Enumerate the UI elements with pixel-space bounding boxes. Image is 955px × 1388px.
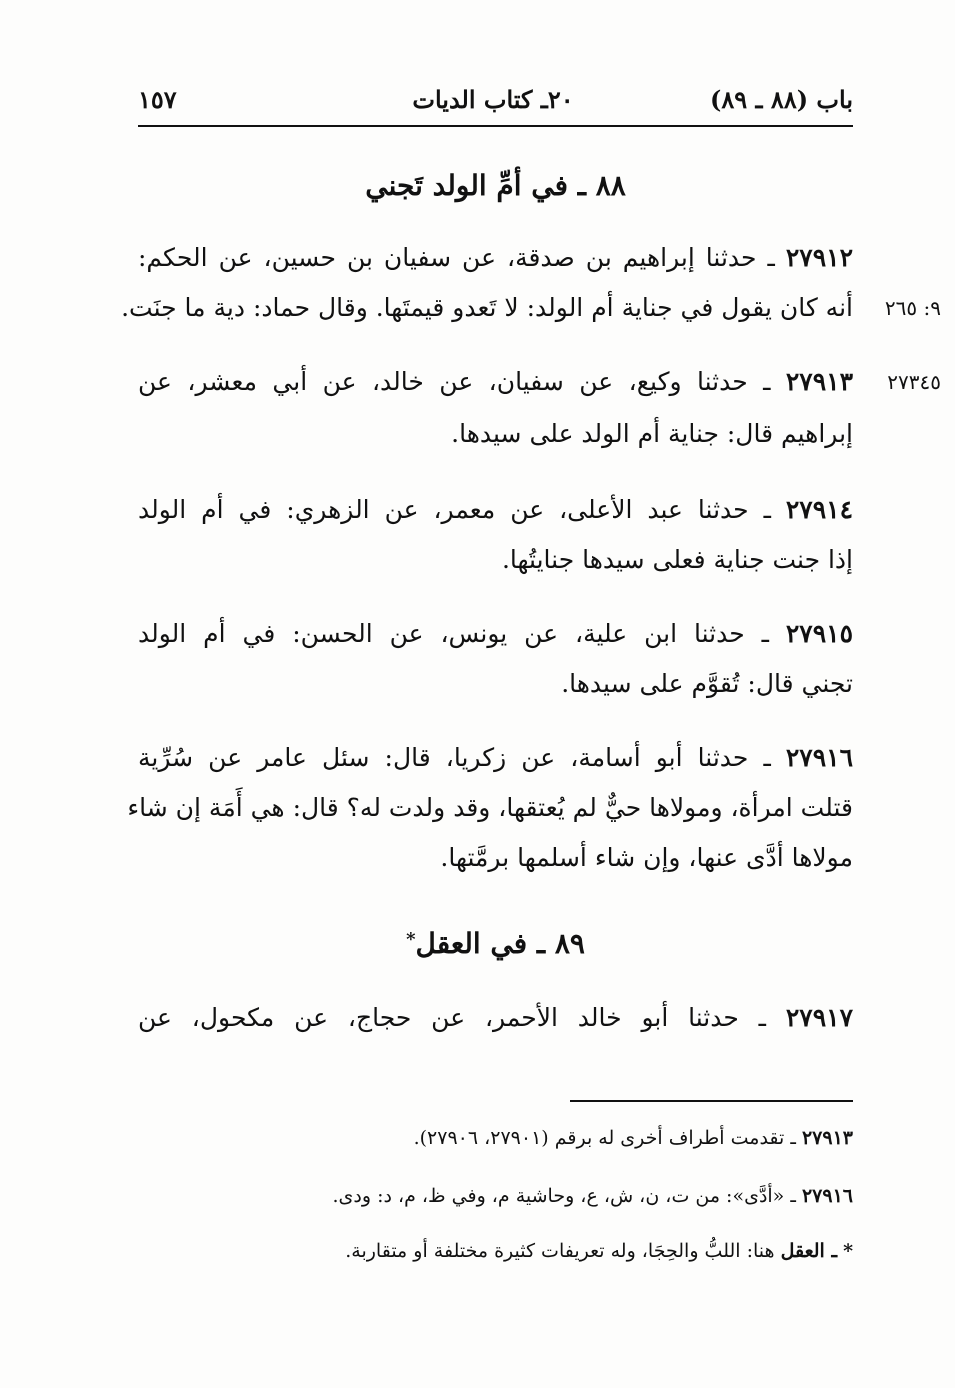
line-text: ـ حدثنا إبراهيم بن صدقة، عن سفيان بن حسين، عن الحكم:	[138, 243, 775, 272]
section-title-89	[138, 924, 853, 964]
line-text: ـ حدثنا أبو أسامة، عن زكريا، قال: سئل عامر عن سُرِّية	[138, 743, 771, 772]
footnote-text: هنا: اللبُّ والحِجَا، وله تعريفات كثيرة مختلفة أو متقاربة.	[345, 1240, 775, 1262]
line-text: ـ حدثنا وكيع، عن سفيان، عن خالد، عن أبي معشر، عن	[138, 367, 771, 396]
section-title-88	[138, 166, 853, 206]
paragraph-27916-line-2	[127, 788, 853, 828]
book-title: ٢٠ـ كتاب الديات	[412, 85, 574, 114]
line-text: قتلت امرأة، ومولاها حيٌّ لم يُعتقها، وقد ولدت له؟ قال: هي أَمَة إن شاء	[127, 793, 853, 822]
hadith-number: ٢٧٩١٧	[785, 1003, 854, 1032]
footnote-label: *	[843, 1240, 853, 1262]
page-number: ١٥٧	[138, 85, 177, 114]
line-text: ـ حدثنا أبو خالد الأحمر، عن حجاج، عن مكحول، عن	[138, 1003, 767, 1032]
chapter-range: باب (٨٨ ـ ٨٩)	[710, 85, 853, 114]
line-text: تجني قال: تُقوَّم على سيدها.	[561, 669, 853, 698]
hadith-number: ٢٧٩١٣	[785, 367, 854, 396]
paragraph-27915-line-1	[138, 614, 853, 654]
line-text: أنه كان يقول في جناية أم الولد: لا تَعدو قيمتَها. وقال حماد: دية ما جنَت.	[121, 293, 853, 322]
footnote-27916	[138, 1180, 853, 1212]
paragraph-27913-line-1	[138, 362, 853, 402]
hadith-number: ٢٧٩١٦	[785, 743, 854, 772]
paragraph-27917-line-1	[138, 998, 853, 1038]
hadith-number: ٢٧٩١٢	[785, 243, 853, 272]
hadith-number: ٢٧٩١٤	[785, 495, 854, 524]
footnote-rule	[570, 1100, 853, 1102]
hadith-number: ٢٧٩١٥	[785, 619, 853, 648]
line-text: إبراهيم قال: جناية أم الولد على سيدها.	[451, 419, 853, 448]
footnote-marker: *	[406, 929, 416, 950]
paragraph-27916-line-3	[138, 838, 853, 878]
footnote-27913	[138, 1122, 853, 1154]
line-text: إذا جنت جناية فعلى سيدها جنايتُها.	[501, 545, 853, 574]
paragraph-27914-line-1	[138, 490, 853, 530]
footnote-text: ـ تقدمت أطراف أخرى له برقم (٢٧٩٠١، ٢٧٩٠٦).	[413, 1127, 796, 1149]
paragraph-27915-line-2	[138, 664, 853, 704]
paragraph-27916-line-1	[138, 738, 853, 778]
paragraph-27912-line-1	[138, 238, 853, 278]
line-text: ـ حدثنا ابن علية، عن يونس، عن الحسن: في أم الولد	[138, 619, 769, 648]
margin-reference: ٢٧٣٤٥	[887, 370, 941, 394]
line-text: ـ حدثنا عبد الأعلى، عن معمر، عن الزهري: في أم الولد	[138, 495, 771, 524]
paragraph-27913-line-2	[138, 414, 853, 454]
line-text: مولاها أدَّى عنها، وإن شاء أسلمها برمَّتها.	[440, 843, 853, 872]
footnote-term: ـ العقل	[780, 1240, 838, 1262]
footnote-text: ـ «أدَّى»: من ت، ن، ش، ع، وحاشية م، وفي ظ، م، د: ودى.	[332, 1185, 796, 1207]
paragraph-27912-line-2	[121, 288, 853, 328]
section-title-text: ٨٨ ـ في أمِّ الولد تَجني	[365, 169, 626, 202]
paragraph-27914-line-2	[138, 540, 853, 580]
running-header	[138, 80, 853, 120]
footnote-aql	[138, 1235, 853, 1267]
header-rule	[138, 125, 853, 127]
section-title-text: ٨٩ ـ في العقل	[415, 927, 585, 960]
margin-reference: ٩: ٢٦٥	[884, 296, 941, 320]
footnote-label: ٢٧٩١٦	[801, 1185, 853, 1207]
footnote-label: ٢٧٩١٣	[801, 1127, 853, 1149]
